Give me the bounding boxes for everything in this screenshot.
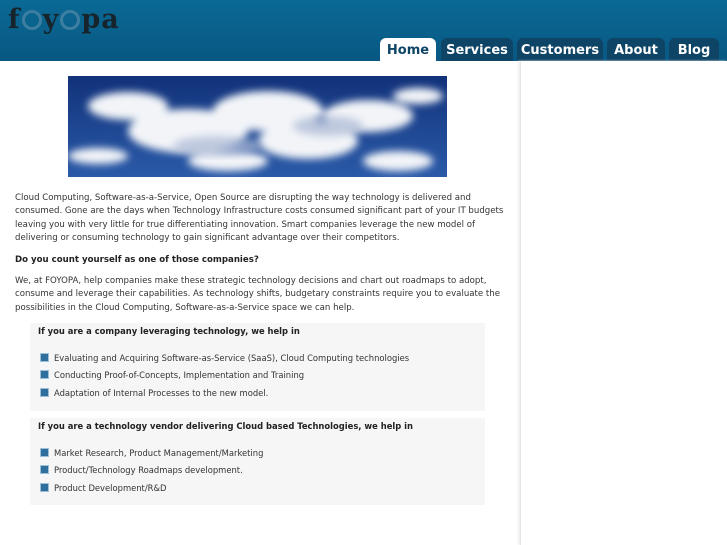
company-help-box <box>30 323 485 411</box>
site-header <box>0 0 727 61</box>
arrow-bullet-icon <box>40 370 49 379</box>
pitch-paragraph: We, at FOYOPA, help companies make these strategic technology decisions and chart out roadmaps to adopt, consume and leverage their capabilities. As technology shifts, budgetary constraints require you to evaluate the possibilities in the Cloud Computing, Software-as-a-Service space we can help. <box>15 276 501 313</box>
tab-services[interactable]: Services <box>441 38 513 61</box>
list-item: Product Development/R&D <box>40 482 166 494</box>
arrow-bullet-icon <box>40 353 49 362</box>
list-item: Evaluating and Acquiring Software-as-Service (SaaS), Cloud Computing technologies <box>40 352 409 364</box>
tab-about[interactable]: About <box>607 38 665 61</box>
tab-customers[interactable]: Customers <box>517 38 603 61</box>
list-item: Market Research, Product Management/Marketing <box>40 447 263 459</box>
intro-paragraph: Cloud Computing, Software-as-a-Service, Open Source are disrupting the way technology is delivered and consumed. Gone are the days when Technology Infrastructure costs consumed significant part of your IT budgets leaving you with very little for true differentiating innovation. Smart companies leverage the new model of delivering or consuming technology to gain significant advantage over their competitors. <box>15 193 504 244</box>
arrow-bullet-icon <box>40 483 49 492</box>
list-item: Product/Technology Roadmaps development. <box>40 464 243 476</box>
arrow-bullet-icon <box>40 448 49 457</box>
right-sidebar <box>520 61 727 545</box>
tab-blog[interactable]: Blog <box>669 38 719 61</box>
company-help-heading: If you are a company leveraging technology, we help in <box>38 326 300 336</box>
logo-mark-2 <box>60 10 80 30</box>
logo-mark <box>22 10 42 30</box>
clouds-banner-image <box>68 76 447 177</box>
question-heading: Do you count yourself as one of those companies? <box>15 255 259 265</box>
vendor-help-box <box>30 418 485 505</box>
site-logo[interactable]: f y pa <box>8 4 120 35</box>
arrow-bullet-icon <box>40 465 49 474</box>
main-content <box>0 61 520 545</box>
vendor-help-heading: If you are a technology vendor delivering Cloud based Technologies, we help in <box>38 421 413 431</box>
tab-home[interactable]: Home <box>380 38 436 61</box>
arrow-bullet-icon <box>40 388 49 397</box>
list-item: Adaptation of Internal Processes to the new model. <box>40 387 268 399</box>
list-item: Conducting Proof-of-Concepts, Implementation and Training <box>40 369 304 381</box>
